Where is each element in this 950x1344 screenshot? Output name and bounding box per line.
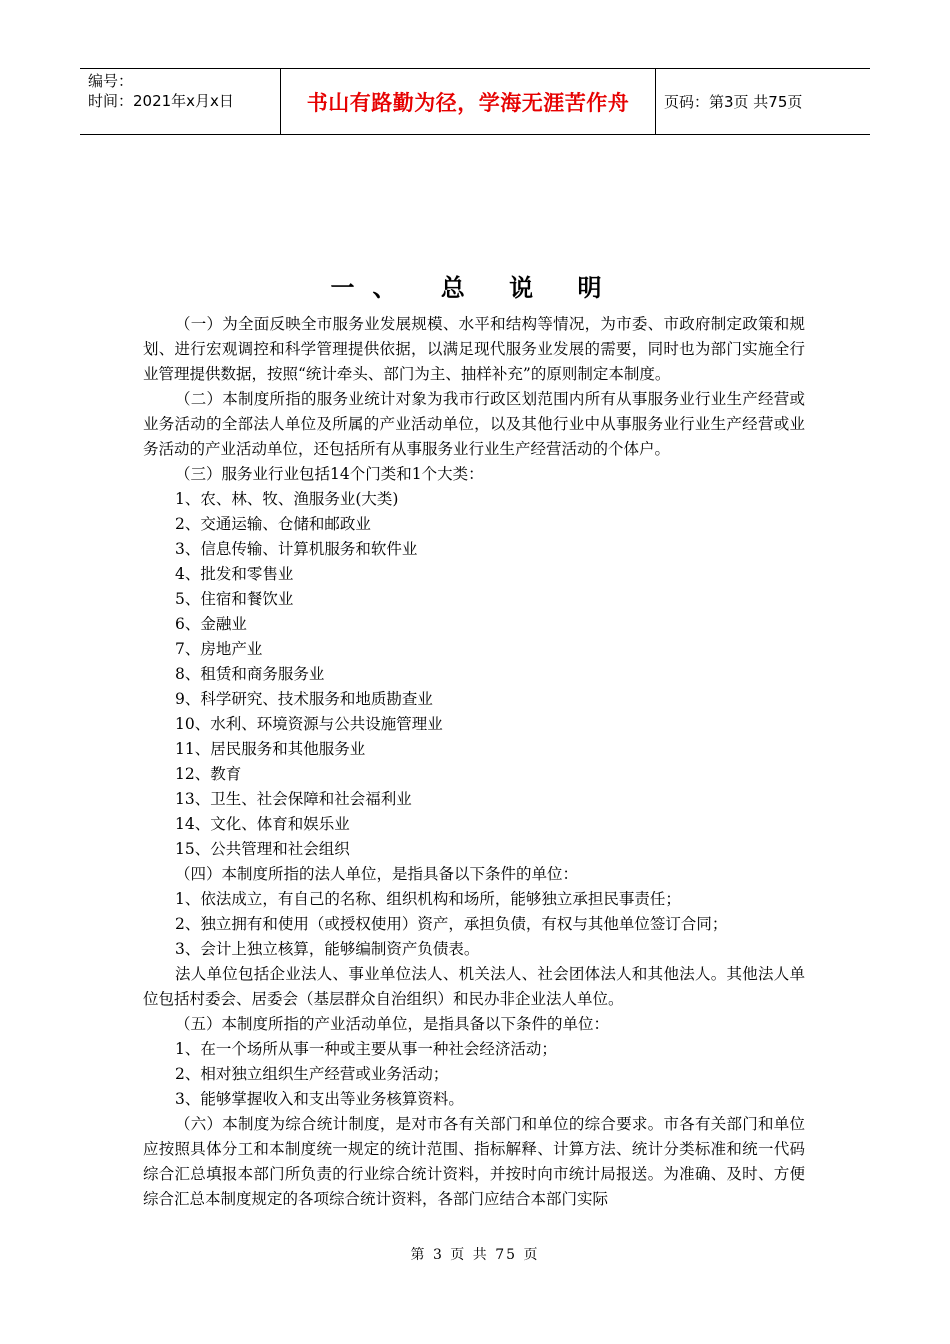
list-item: 3、信息传输、计算机服务和软件业 bbox=[175, 540, 418, 558]
header-meta bbox=[80, 69, 281, 134]
paragraph-6: （五）本制度所指的产业活动单位，是指具备以下条件的单位： bbox=[175, 1015, 610, 1033]
list-item: 7、房地产业 bbox=[175, 640, 263, 658]
list-item: 2、相对独立组织生产经营或业务活动； bbox=[175, 1065, 449, 1083]
list-item: 1、依法成立，有自己的名称、组织机构和场所，能够独立承担民事责任； bbox=[175, 890, 681, 908]
list-item: 1、在一个场所从事一种或主要从事一种社会经济活动； bbox=[175, 1040, 557, 1058]
list-item: 14、文化、体育和娱乐业 bbox=[175, 815, 350, 833]
header-motto: 书山有路勤为径，学海无涯苦作舟 bbox=[281, 69, 656, 134]
document-body bbox=[143, 312, 805, 1212]
list-item: 2、交通运输、仓储和邮政业 bbox=[175, 515, 371, 533]
list-item: 13、卫生、社会保障和社会福利业 bbox=[175, 790, 412, 808]
date-label: 时间：2021年x月x日 bbox=[88, 92, 234, 110]
list-item: 5、住宿和餐饮业 bbox=[175, 590, 294, 608]
section-title: 一、 总 说 明 bbox=[330, 274, 620, 302]
activity-conditions-list bbox=[143, 1037, 805, 1112]
page-footer: 第 3 页 共 75 页 bbox=[410, 1247, 540, 1263]
paragraph-3: （三）服务业行业包括14个门类和1个大类： bbox=[175, 465, 484, 483]
legal-conditions-list bbox=[143, 887, 805, 962]
list-item: 9、科学研究、技术服务和地质勘查业 bbox=[175, 690, 433, 708]
paragraph-1: （一）为全面反映全市服务业发展规模、水平和结构等情况，为市委、市政府制定政策和规划、进行宏观调控和科学管理提供依据，以满足现代服务业发展的需要，同时也为部门实施全行业管理提供数据，按照“统计牵头、部门为主、抽样补充”的原则制定本制度。 bbox=[143, 315, 805, 383]
list-item: 2、独立拥有和使用（或授权使用）资产，承担负债，有权与其他单位签订合同； bbox=[175, 915, 728, 933]
list-item: 8、租赁和商务服务业 bbox=[175, 665, 325, 683]
list-item: 1、农、林、牧、渔服务业(大类) bbox=[175, 490, 399, 508]
list-item: 11、居民服务和其他服务业 bbox=[175, 740, 366, 758]
list-item: 12、教育 bbox=[175, 765, 242, 783]
list-item: 4、批发和零售业 bbox=[175, 565, 294, 583]
list-item: 6、金融业 bbox=[175, 615, 247, 633]
list-item: 10、水利、环境资源与公共设施管理业 bbox=[175, 715, 443, 733]
paragraph-2: （二）本制度所指的服务业统计对象为我市行政区划范围内所有从事服务业行业生产经营或业务活动的全部法人单位及所属的产业活动单位，以及其他行业中从事服务业行业生产经营或业务活动的产业活动单位，还包括所有从事服务业行业生产经营活动的个体户。 bbox=[143, 390, 805, 458]
paragraph-7: （六）本制度为综合统计制度，是对市各有关部门和单位的综合要求。市各有关部门和单位应按照具体分工和本制度统一规定的统计范围、指标解释、计算方法、统计分类标准和统一代码综合汇总填报本部门所负责的行业综合统计资料，并按时向市统计局报送。为准确、及时、方便综合汇总本制度规定的各项综合统计资料，各部门应结合本部门实际 bbox=[143, 1115, 805, 1208]
industry-list bbox=[143, 487, 805, 862]
paragraph-4: （四）本制度所指的法人单位，是指具备以下条件的单位： bbox=[175, 865, 579, 883]
header-page-info: 页码：第3页 共75页 bbox=[664, 93, 803, 111]
list-item: 3、会计上独立核算，能够编制资产负债表。 bbox=[175, 940, 480, 958]
list-item: 3、能够掌握收入和支出等业务核算资料。 bbox=[175, 1090, 464, 1108]
paragraph-5: 法人单位包括企业法人、事业单位法人、机关法人、社会团体法人和其他法人。其他法人单位包括村委会、居委会（基层群众自治组织）和民办非企业法人单位。 bbox=[143, 965, 805, 1008]
page-header bbox=[80, 68, 870, 135]
list-item: 15、公共管理和社会组织 bbox=[175, 840, 350, 858]
number-label: 编号： bbox=[88, 72, 134, 90]
